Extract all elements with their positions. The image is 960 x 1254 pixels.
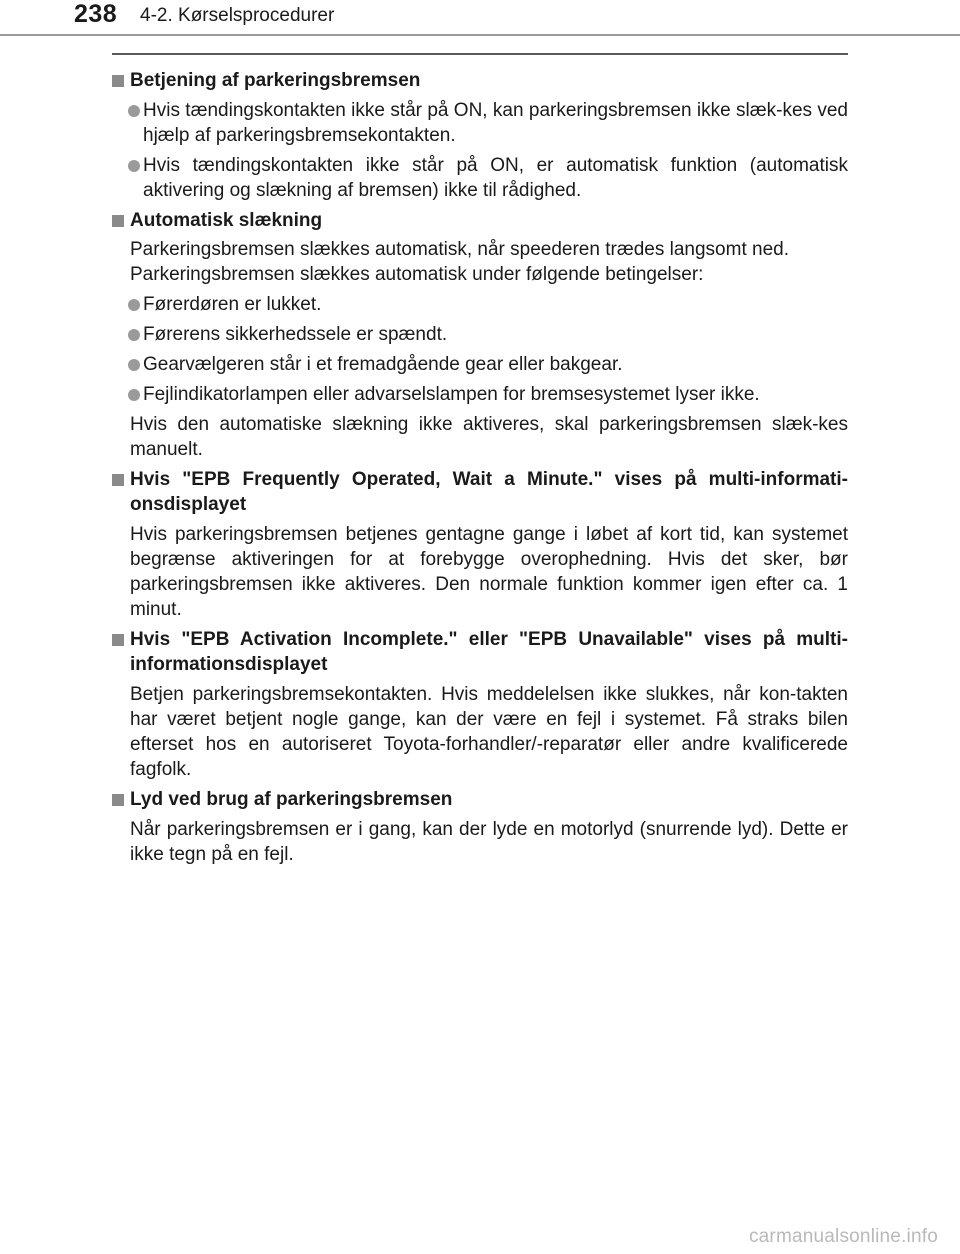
circle-bullet-icon bbox=[128, 329, 140, 341]
circle-bullet-icon bbox=[128, 105, 140, 117]
section-epb-frequently-operated bbox=[112, 467, 848, 622]
section-heading: Lyd ved brug af parkeringsbremsen bbox=[112, 787, 848, 812]
list-item: Hvis tændingskontakten ikke står på ON, kan parkeringsbremsen ikke slæk-kes ved hjælp af parkeringsbremsekontakten. bbox=[112, 98, 848, 148]
section-parking-brake-operation bbox=[112, 68, 848, 203]
list-item: Gearvælgeren står i et fremadgående gear eller bakgear. bbox=[112, 352, 848, 377]
watermark[interactable]: carmanualsonline.info bbox=[748, 1226, 938, 1247]
list-item: Førerens sikkerhedssele er spændt. bbox=[112, 322, 848, 347]
list-item: Hvis tændingskontakten ikke står på ON, er automatisk funktion (automatisk aktivering og slækning af bremsen) ikke til rådighed. bbox=[112, 153, 848, 203]
paragraph: Hvis parkeringsbremsen betjenes gentagne gange i løbet af kort tid, kan systemet begrænse aktiveringen for at forebygge overophedning. Hvis det sker, bør parkeringsbremsen ikke aktiveres. Den normale funktion kommer igen efter ca. 1 minut. bbox=[130, 524, 848, 620]
square-bullet-icon bbox=[112, 474, 124, 486]
square-bullet-icon bbox=[112, 75, 124, 87]
circle-bullet-icon bbox=[128, 389, 140, 401]
paragraph: Når parkeringsbremsen er i gang, kan der lyde en motorlyd (snurrende lyd). Dette er ikke tegn på en fejl. bbox=[130, 819, 848, 865]
content-divider bbox=[112, 53, 848, 55]
header-divider bbox=[0, 34, 960, 36]
section-title: 4-2. Kørselsprocedurer bbox=[140, 5, 335, 26]
page-header bbox=[0, 0, 960, 40]
page-content bbox=[112, 63, 848, 867]
circle-bullet-icon bbox=[128, 160, 140, 172]
square-bullet-icon bbox=[112, 634, 124, 646]
paragraph: Parkeringsbremsen slækkes automatisk under følgende betingelser: bbox=[130, 264, 704, 285]
section-automatic-release bbox=[112, 208, 848, 462]
paragraph: Betjen parkeringsbremsekontakten. Hvis meddelelsen ikke slukkes, når kon-takten har været betjent nogle gange, kan der være en fejl i systemet. Få straks bilen efterset hos en autoriseret Toyota-forhandler/-reparatør eller andre kvalificerede fagfolk. bbox=[130, 684, 848, 780]
square-bullet-icon bbox=[112, 794, 124, 806]
section-heading: Hvis "EPB Frequently Operated, Wait a Minute." vises på multi-informati-onsdisplayet bbox=[112, 467, 848, 517]
paragraph: Parkeringsbremsen slækkes automatisk, når speederen trædes langsomt ned. bbox=[130, 239, 789, 260]
section-epb-activation-incomplete bbox=[112, 627, 848, 782]
circle-bullet-icon bbox=[128, 359, 140, 371]
section-heading: Betjening af parkeringsbremsen bbox=[112, 68, 848, 93]
page-number: 238 bbox=[74, 0, 118, 28]
section-heading: Automatisk slækning bbox=[112, 208, 848, 233]
circle-bullet-icon bbox=[128, 299, 140, 311]
section-heading: Hvis "EPB Activation Incomplete." eller "EPB Unavailable" vises på multi-informationsdisplayet bbox=[112, 627, 848, 677]
paragraph: Hvis den automatiske slækning ikke aktiveres, skal parkeringsbremsen slæk-kes manuelt. bbox=[130, 414, 848, 460]
square-bullet-icon bbox=[112, 215, 124, 227]
list-item: Fejlindikatorlampen eller advarselslampen for bremsesystemet lyser ikke. bbox=[112, 382, 848, 407]
section-parking-brake-sound bbox=[112, 787, 848, 867]
list-item: Førerdøren er lukket. bbox=[112, 292, 848, 317]
